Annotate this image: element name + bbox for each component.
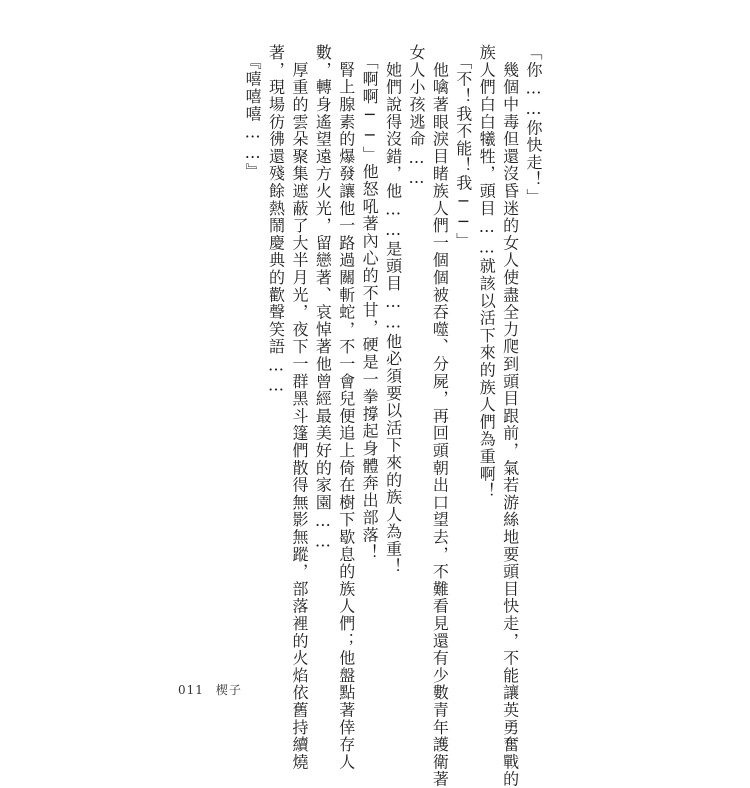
- text-column: 著，現場彷彿還殘餘熱鬧慶典的歡聲笑語……: [266, 44, 286, 396]
- text-column: 數，轉身遙望遠方火光，留戀著、哀悼著他曾經最美好的家園……: [313, 44, 333, 552]
- text-column: 她們說得沒錯，他……是頭目……他必須要以活下來的族人為重！: [383, 44, 403, 575]
- text-column: 『嘻嘻嘻……』: [243, 44, 263, 181]
- vertical-text-body: [241, 44, 545, 788]
- text-column: 「不！我不能！我──」: [453, 44, 473, 250]
- text-column: 女人小孩逃命……: [406, 44, 426, 189]
- text-column: 幾個中毒但還沒昏迷的女人使盡全力爬到頭目跟前，氣若游絲地要頭目快走，不能讓英勇奮戰的: [500, 44, 520, 788]
- text-column: 「啊啊──」他怒吼著內心的不甘，硬是一拳撐起身體奔出部落！: [360, 44, 380, 561]
- page-number: 011: [178, 683, 204, 697]
- running-title: 楔子: [215, 683, 242, 697]
- text-column: 「你……你快走！」: [524, 44, 543, 206]
- text-column: 腎上腺素的爆發讓他一路過關斬蛇，不一會兒便追上倚在樹下歇息的族人們；他盤點著倖存人: [336, 44, 356, 771]
- text-column: 厚重的雲朵聚集遮蔽了大半月光，夜下一群黑斗篷們散得無影無蹤，部落裡的火焰依舊持續燒: [289, 44, 309, 771]
- page-footer: [178, 681, 242, 698]
- text-column: 他噙著眼淚目睹族人們一個個被吞噬、分屍，再回頭朝出口望去，不難看見還有少數青年護衛著: [430, 44, 450, 788]
- text-column: 族人們白白犧牲，頭目……就該以活下來的族人們為重啊！: [477, 44, 497, 500]
